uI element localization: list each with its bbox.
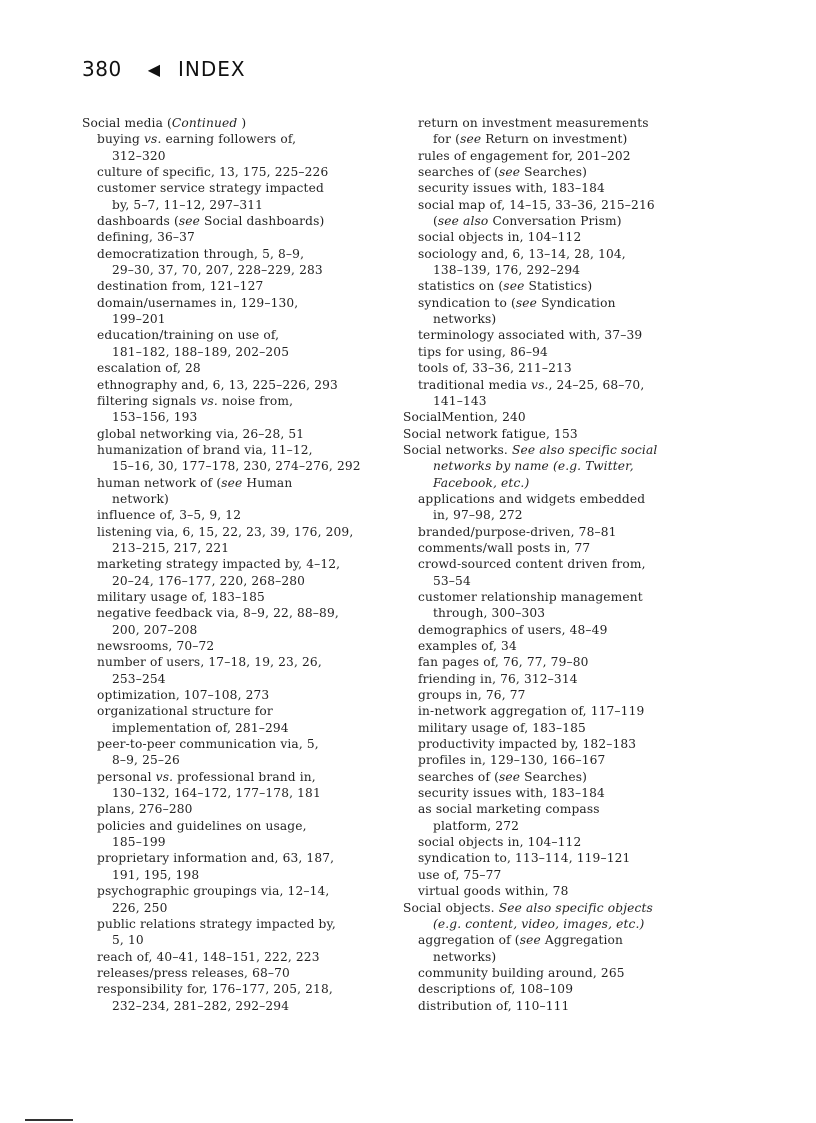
- index-text: descriptions of, 108–109: [418, 982, 574, 997]
- index-text: vs.: [200, 393, 218, 408]
- index-text: 141–143: [433, 393, 487, 408]
- index-subentry: [403, 752, 748, 768]
- index-text: productivity impacted by, 182–183: [418, 737, 637, 752]
- index-continuation-line: [82, 720, 412, 736]
- index-text: 5, 10: [112, 933, 144, 948]
- index-subentry: [403, 981, 748, 997]
- index-column-right: [403, 115, 748, 1014]
- index-text: branded/purpose-driven, 78–81: [418, 524, 617, 539]
- index-text: noise from,: [217, 393, 294, 408]
- index-text: 232–234, 281–282, 292–294: [112, 998, 290, 1013]
- index-continuation-line: [403, 605, 748, 621]
- index-continuation-line: [82, 671, 412, 687]
- index-text: demographics of users, 48–49: [418, 622, 608, 637]
- index-subentry: [82, 818, 412, 834]
- index-text: dashboards (: [97, 214, 179, 229]
- index-continuation-line: [82, 491, 412, 507]
- index-subentry: [403, 850, 748, 866]
- index-text: in, 97–98, 272: [433, 508, 523, 523]
- index-continuation-line: [403, 131, 748, 147]
- index-continuation-line: [82, 752, 412, 768]
- index-text: terminology associated with, 37–39: [418, 328, 643, 343]
- index-text: see: [460, 132, 482, 147]
- index-text: responsibility for, 176–177, 205, 218,: [97, 982, 333, 997]
- index-text: Aggregation: [540, 933, 624, 948]
- index-text: aggregation of (: [418, 933, 520, 948]
- index-subentry: [82, 295, 412, 311]
- index-subentry: [403, 115, 748, 131]
- index-subentry: [82, 164, 412, 180]
- index-text: 130–132, 164–172, 177–178, 181: [112, 786, 321, 801]
- index-text: by, 5–7, 11–12, 297–311: [112, 197, 264, 212]
- index-text: earning followers of,: [161, 132, 297, 147]
- index-subentry: [403, 883, 748, 899]
- index-text: 181–182, 188–189, 202–205: [112, 344, 290, 359]
- index-subentry: [403, 687, 748, 703]
- index-subentry: [403, 360, 748, 376]
- index-text: statistics on (: [418, 279, 504, 294]
- index-subentry: [403, 556, 748, 572]
- index-text: humanization of brand via, 11–12,: [97, 442, 313, 457]
- index-text: Continued: [171, 116, 238, 130]
- index-subentry: [403, 148, 748, 164]
- index-subentry: [403, 671, 748, 687]
- index-subentry: [82, 883, 412, 899]
- index-text: syndication to (: [418, 295, 516, 310]
- index-subentry: [403, 736, 748, 752]
- index-text: examples of, 34: [418, 639, 517, 653]
- index-text: (e.g. content, video, images, etc.): [433, 916, 645, 931]
- index-subentry: [82, 801, 412, 817]
- index-text: return on investment measurements: [418, 116, 649, 130]
- index-text: Statistics): [524, 279, 593, 294]
- index-text: see also: [437, 214, 489, 229]
- index-subentry: [403, 834, 748, 850]
- index-text: crowd-sourced content driven from,: [418, 557, 646, 572]
- index-subentry: [82, 246, 412, 262]
- index-subentry: [403, 932, 748, 948]
- index-text: plans, 276–280: [97, 802, 193, 817]
- index-text: as social marketing compass: [418, 802, 600, 817]
- index-text: Social media (: [82, 116, 172, 130]
- index-text: buying: [97, 132, 145, 147]
- index-text: fan pages of, 76, 77, 79–80: [418, 655, 589, 670]
- index-text: distribution of, 110–111: [418, 998, 570, 1013]
- index-main-entry: [82, 115, 412, 131]
- index-continuation-line: [82, 148, 412, 164]
- index-subentry: [403, 965, 748, 981]
- index-text: ethnography and, 6, 13, 225–226, 293: [97, 377, 338, 392]
- index-continuation-line: [82, 622, 412, 638]
- index-text: 226, 250: [112, 900, 168, 915]
- index-continuation-line: [403, 311, 748, 327]
- index-text: 20–24, 176–177, 220, 268–280: [112, 573, 306, 588]
- index-subentry: [403, 164, 748, 180]
- index-text: , 24–25, 68–70,: [548, 377, 645, 392]
- index-text: destination from, 121–127: [97, 279, 264, 294]
- index-text: 199–201: [112, 312, 166, 327]
- index-text: 153–156, 193: [112, 410, 198, 425]
- index-text: customer relationship management: [418, 589, 643, 604]
- index-text: public relations strategy impacted by,: [97, 916, 336, 931]
- index-subentry: [82, 654, 412, 670]
- index-subentry: [82, 327, 412, 343]
- index-subentry: [82, 638, 412, 654]
- index-continuation-line: [403, 458, 748, 474]
- index-text: social objects in, 104–112: [418, 230, 582, 245]
- index-subentry: [403, 589, 748, 605]
- index-text: professional brand in,: [173, 769, 316, 784]
- index-text: see: [499, 769, 521, 784]
- index-text: vs.: [531, 377, 549, 392]
- index-continuation-line: [403, 916, 748, 932]
- index-subentry: [403, 785, 748, 801]
- index-continuation-line: [82, 262, 412, 278]
- index-text: 253–254: [112, 671, 166, 686]
- index-text: comments/wall posts in, 77: [418, 540, 591, 555]
- index-text: listening via, 6, 15, 22, 23, 39, 176, 209,: [97, 524, 354, 539]
- index-text: use of, 75–77: [418, 867, 502, 882]
- index-subentry: [403, 246, 748, 262]
- index-text: negative feedback via, 8–9, 22, 88–89,: [97, 606, 339, 621]
- index-subentry: [403, 344, 748, 360]
- index-text: sociology and, 6, 13–14, 28, 104,: [418, 246, 626, 261]
- index-subentry: [82, 736, 412, 752]
- index-main-entry: [403, 442, 748, 458]
- index-text: organizational structure for: [97, 704, 273, 719]
- index-subentry: [403, 377, 748, 393]
- index-text: 29–30, 37, 70, 207, 228–229, 283: [112, 263, 323, 278]
- index-continuation-line: [82, 197, 412, 213]
- index-subentry: [403, 327, 748, 343]
- index-subentry: [403, 524, 748, 540]
- index-continuation-line: [82, 344, 412, 360]
- index-subentry: [82, 605, 412, 621]
- index-text: proprietary information and, 63, 187,: [97, 851, 335, 866]
- index-subentry: [82, 213, 412, 229]
- index-text: Return on investment): [481, 132, 628, 147]
- index-text: 138–139, 176, 292–294: [433, 263, 581, 278]
- index-main-entry: [403, 409, 748, 425]
- index-continuation-line: [82, 573, 412, 589]
- index-subentry: [403, 998, 748, 1014]
- index-text: tips for using, 86–94: [418, 344, 548, 359]
- index-subentry: [403, 278, 748, 294]
- index-text: education/training on use of,: [97, 328, 280, 343]
- index-text: escalation of, 28: [97, 361, 201, 376]
- index-subentry: [403, 540, 748, 556]
- index-text: see: [515, 295, 538, 310]
- index-subentry: [82, 981, 412, 997]
- index-text: See also specific social: [511, 442, 658, 457]
- index-subentry: [82, 703, 412, 719]
- index-main-entry: [403, 426, 748, 442]
- index-continuation-line: [82, 540, 412, 556]
- index-text: for (: [433, 132, 461, 147]
- index-subentry: [403, 491, 748, 507]
- index-continuation-line: [403, 262, 748, 278]
- index-continuation-line: [403, 949, 748, 965]
- index-text: newsrooms, 70–72: [97, 639, 215, 653]
- footer-rule: [25, 1119, 73, 1121]
- index-continuation-line: [82, 932, 412, 948]
- index-continuation-line: [82, 900, 412, 916]
- index-subentry: [403, 654, 748, 670]
- index-text: searches of (: [418, 769, 500, 784]
- index-text: see: [503, 279, 525, 294]
- index-text: Social objects.: [403, 900, 499, 915]
- index-subentry: [82, 507, 412, 523]
- index-text: democratization through, 5, 8–9,: [97, 246, 305, 261]
- index-text: social objects in, 104–112: [418, 835, 582, 850]
- index-text: 200, 207–208: [112, 622, 198, 637]
- index-text: policies and guidelines on usage,: [97, 818, 307, 833]
- index-text: Facebook, etc.): [433, 475, 530, 490]
- index-subentry: [82, 442, 412, 458]
- index-text: see: [519, 933, 541, 948]
- index-text: ): [237, 116, 247, 130]
- index-text: 213–215, 217, 221: [112, 540, 230, 555]
- index-text: reach of, 40–41, 148–151, 222, 223: [97, 949, 320, 964]
- index-text: through, 300–303: [433, 606, 546, 621]
- index-subentry: [403, 720, 748, 736]
- left-arrow-icon: ◀: [147, 59, 160, 79]
- index-text: global networking via, 26–28, 51: [97, 426, 305, 441]
- index-subentry: [82, 278, 412, 294]
- index-text: security issues with, 183–184: [418, 786, 605, 801]
- index-text: military usage of, 183–185: [418, 720, 586, 735]
- index-continuation-line: [403, 573, 748, 589]
- index-subentry: [82, 180, 412, 196]
- index-text: 312–320: [112, 148, 166, 163]
- index-text: 185–199: [112, 835, 166, 850]
- index-text: virtual goods within, 78: [418, 884, 569, 899]
- index-text: searches of (: [418, 165, 500, 180]
- index-text: customer service strategy impacted: [97, 181, 324, 196]
- index-continuation-line: [82, 311, 412, 327]
- index-text: human network of (: [97, 475, 222, 490]
- index-text: profiles in, 129–130, 166–167: [418, 753, 606, 768]
- index-subentry: [403, 197, 748, 213]
- index-text: releases/press releases, 68–70: [97, 965, 290, 980]
- index-continuation-line: [82, 785, 412, 801]
- index-text: 15–16, 30, 177–178, 230, 274–276, 292: [112, 459, 361, 474]
- index-main-entry: [403, 900, 748, 916]
- index-text: social map of, 14–15, 33–36, 215–216: [418, 197, 655, 212]
- index-continuation-line: [403, 475, 748, 491]
- index-text: tools of, 33–36, 211–213: [418, 361, 572, 376]
- index-text: Social dashboards): [200, 214, 325, 229]
- index-subentry: [82, 360, 412, 376]
- index-text: see: [178, 214, 201, 229]
- index-text: personal: [97, 769, 156, 784]
- index-text: 8–9, 25–26: [112, 753, 180, 768]
- page-title: INDEX: [178, 57, 246, 81]
- index-text: Social networks.: [403, 442, 512, 457]
- index-text: peer-to-peer communication via, 5,: [97, 737, 319, 752]
- index-text: military usage of, 183–185: [97, 589, 265, 604]
- index-text: in-network aggregation of, 117–119: [418, 704, 645, 719]
- index-text: platform, 272: [433, 818, 520, 833]
- index-subentry: [82, 475, 412, 491]
- index-text: see: [499, 165, 521, 180]
- index-text: vs.: [155, 769, 174, 784]
- index-column-left: [82, 115, 412, 1014]
- index-text: traditional media: [418, 377, 532, 392]
- index-subentry: [403, 801, 748, 817]
- index-subentry: [82, 229, 412, 245]
- index-text: psychographic groupings via, 12–14,: [97, 884, 330, 899]
- index-text: groups in, 76, 77: [418, 688, 526, 703]
- index-subentry: [403, 867, 748, 883]
- index-text: network): [112, 491, 169, 506]
- index-continuation-line: [82, 458, 412, 474]
- index-text: syndication to, 113–114, 119–121: [418, 851, 631, 866]
- index-text: influence of, 3–5, 9, 12: [97, 508, 242, 523]
- index-subentry: [82, 916, 412, 932]
- index-text: Social network fatigue, 153: [403, 426, 578, 441]
- index-continuation-line: [82, 834, 412, 850]
- index-text: implementation of, 281–294: [112, 720, 289, 735]
- index-subentry: [82, 949, 412, 965]
- index-text: (: [433, 214, 438, 229]
- index-text: Searches): [520, 165, 588, 180]
- index-text: security issues with, 183–184: [418, 181, 605, 196]
- index-continuation-line: [403, 507, 748, 523]
- index-text: culture of specific, 13, 175, 225–226: [97, 165, 329, 180]
- page-number: 380: [82, 57, 122, 81]
- index-continuation-line: [403, 393, 748, 409]
- index-text: number of users, 17–18, 19, 23, 26,: [97, 655, 322, 670]
- index-subentry: [403, 295, 748, 311]
- index-text: community building around, 265: [418, 965, 625, 980]
- index-text: see: [221, 475, 243, 490]
- index-subentry: [403, 638, 748, 654]
- index-subentry: [82, 131, 412, 147]
- index-text: Human: [242, 475, 293, 490]
- index-text: 191, 195, 198: [112, 867, 200, 882]
- index-text: networks): [433, 312, 497, 327]
- index-text: SocialMention, 240: [403, 410, 526, 425]
- index-continuation-line: [82, 998, 412, 1014]
- index-text: domain/usernames in, 129–130,: [97, 295, 299, 310]
- index-subentry: [82, 965, 412, 981]
- index-subentry: [82, 850, 412, 866]
- index-continuation-line: [82, 409, 412, 425]
- index-text: networks): [433, 949, 497, 964]
- index-continuation-line: [403, 213, 748, 229]
- index-text: optimization, 107–108, 273: [97, 688, 270, 703]
- index-text: Conversation Prism): [488, 214, 622, 229]
- index-subentry: [82, 393, 412, 409]
- index-text: rules of engagement for, 201–202: [418, 148, 631, 163]
- running-header: [82, 54, 246, 84]
- index-continuation-line: [403, 818, 748, 834]
- index-subentry: [82, 589, 412, 605]
- index-text: filtering signals: [97, 393, 201, 408]
- index-subentry: [403, 229, 748, 245]
- index-subentry: [403, 769, 748, 785]
- index-text: Searches): [520, 769, 588, 784]
- index-text: defining, 36–37: [97, 230, 195, 245]
- index-continuation-line: [82, 867, 412, 883]
- index-text: friending in, 76, 312–314: [418, 671, 578, 686]
- index-text: marketing strategy impacted by, 4–12,: [97, 557, 341, 572]
- index-subentry: [82, 524, 412, 540]
- index-text: Syndication: [537, 295, 616, 310]
- index-subentry: [82, 769, 412, 785]
- index-subentry: [403, 622, 748, 638]
- index-subentry: [403, 703, 748, 719]
- index-text: applications and widgets embedded: [418, 491, 646, 506]
- index-text: vs.: [144, 132, 162, 147]
- index-subentry: [82, 556, 412, 572]
- index-subentry: [82, 377, 412, 393]
- index-subentry: [82, 687, 412, 703]
- index-text: See also specific objects: [498, 900, 653, 915]
- index-subentry: [403, 180, 748, 196]
- index-subentry: [82, 426, 412, 442]
- index-text: networks by name (e.g. Twitter,: [433, 459, 634, 474]
- index-text: 53–54: [433, 573, 471, 588]
